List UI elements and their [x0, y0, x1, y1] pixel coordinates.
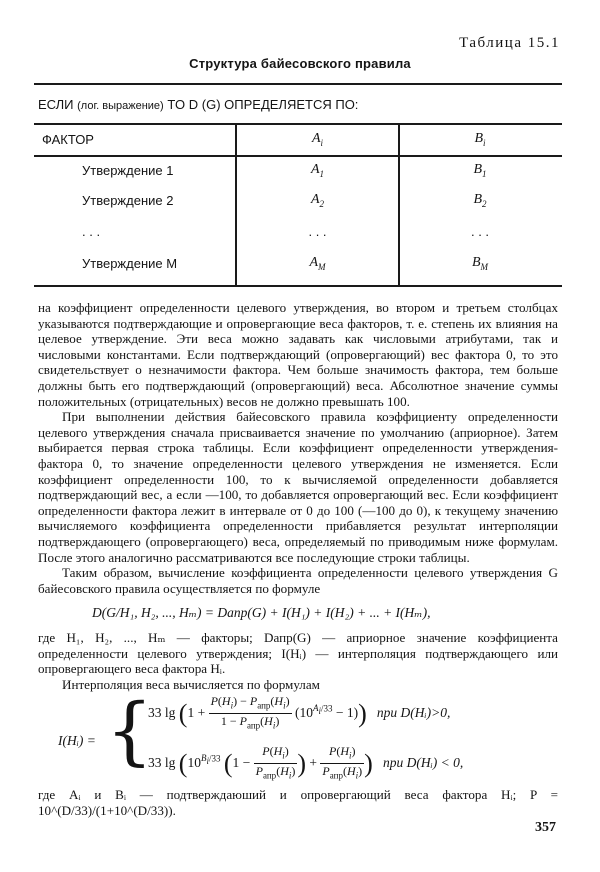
paragraph: где Aᵢ и Bᵢ — подтверждаюший и опровергающий веса фактора Hᵢ; P = 10^(D/33)/(1+10^(D/33)).: [38, 787, 558, 818]
table-title: Структура байесовского правила: [189, 56, 411, 71]
table-row-factor: Утверждение 2: [82, 193, 174, 208]
table-row-a: $A_2$: [310, 192, 325, 209]
table-condition: ЕСЛИ (лог. выражение) TO D (G) ОПРЕДЕЛЯЕТСЯ ПО:: [38, 97, 359, 112]
table-row-a: $A_1$: [310, 162, 325, 179]
paragraph: При выполнении действия байесовского правила коэффициенту определенности целевого утверждения сначала присваивается значение по умолчанию (априорное). Затем выбирается первая строка таблицы. Если коэффициент определенности утверждения-фактора 0, то значение определенности целевого утверждения не изменяется. Если коэффициент определенности 100, то к вычисляемой определенности добавляется подтверждающий вес, а если —100, то добавляется опровергающий вес. Если коэффициент определенности фактора лежит в интервале от 0 до 100 (—100 до 0), к текущему значению вычисляемого коэффициента определенности прибавляется результат интерполяции подтверждающего (опровергающего) веса, определяемый по приводимым ниже формулам. После этого аналогично рассматриваются все последующие строки таблицы.: [38, 409, 558, 565]
table-top-rule: [34, 83, 562, 85]
table-row-b: $B_M$: [471, 255, 489, 272]
table-row-b: $B_2$: [473, 192, 487, 209]
table-row-b: $B_1$: [473, 162, 487, 179]
formula-lhs: I(Hᵢ) =: [58, 733, 96, 748]
body-text-lower: [38, 787, 558, 818]
column-header-b: $B_i$: [474, 131, 486, 148]
column-header-a: $A_i$: [311, 131, 324, 148]
paragraph: Интерполяция веса вычисляется по формулам: [62, 676, 320, 692]
table-label: Таблица 15.1: [459, 35, 560, 51]
table-row-a: $A_M$: [309, 255, 326, 272]
table-row-a: . . .: [308, 224, 327, 239]
formula-main: D(G/H₁, H₂, ..., Hₘ) = Dапр(G) + I(H₁) + I(H₂) + ... + I(Hₘ),: [92, 605, 431, 620]
formula-case-1: 33 lg (1 + $\frac{P(H_i) - P_{апр}(H_i)}{1 - P_{апр}(H_i)}$ $(10^{A_i/33} - 1)$) при D(Hᵢ)>0,: [148, 694, 451, 731]
column-header-factor: ФАКТОР: [42, 132, 94, 147]
table-bottom-rule: [34, 285, 562, 287]
table-row-b: . . .: [470, 224, 490, 239]
table-header-rule: [34, 155, 562, 157]
body-text-middle: [38, 630, 558, 692]
body-text-upper: [38, 300, 558, 596]
paragraph: где H₁, H₂, ..., Hₘ — факторы; Dапр(G) — априорное значение коэффициента определенности целевого утверждения; I(Hᵢ) — интерполяция подтверждающего или опровергающего веса фактора Hᵢ.: [38, 630, 558, 677]
table-row-factor: Утверждение M: [82, 256, 178, 271]
formula-brace: {: [106, 688, 154, 774]
table-row-factor: Утверждение 1: [82, 163, 174, 178]
paragraph: на коэффициент определенности целевого утверждения, во втором и третьем столбцах указываются подтверждающие и опровергающие веса факторов, т. е. степень их влияния на целевое утверждение. Эти веса можно задавать как числовыми атрибутами, так и числовыми константами. Если подтверждающий (опровергающий) вес фактора 0, то это свидетельствует о незначимости фактора. Чем больше значимость фактора, тем больше должны быть его подтверждающий (опровергающий) веса. Абсолютное значение суммы положительных (отрицательных) весов не должно превышать 100.: [38, 300, 558, 409]
table-row-factor: . . .: [82, 224, 101, 239]
paragraph: Таким образом, вычисление коэффициента определенности целевого утверждения G байесовского правила осуществляется по формуле: [38, 565, 558, 596]
table-condition-rule: [34, 123, 562, 125]
page-number: 357: [535, 820, 556, 835]
formula-case-2: 33 $\lg (10^{B_i/33}$ (1 − $\frac{P(H_i)}{P_{апр}(H_i)}$ ) + $\frac{P(H_i)}{P_{апр}(H_i)}$ ) при D(Hᵢ) < 0,: [148, 744, 464, 781]
